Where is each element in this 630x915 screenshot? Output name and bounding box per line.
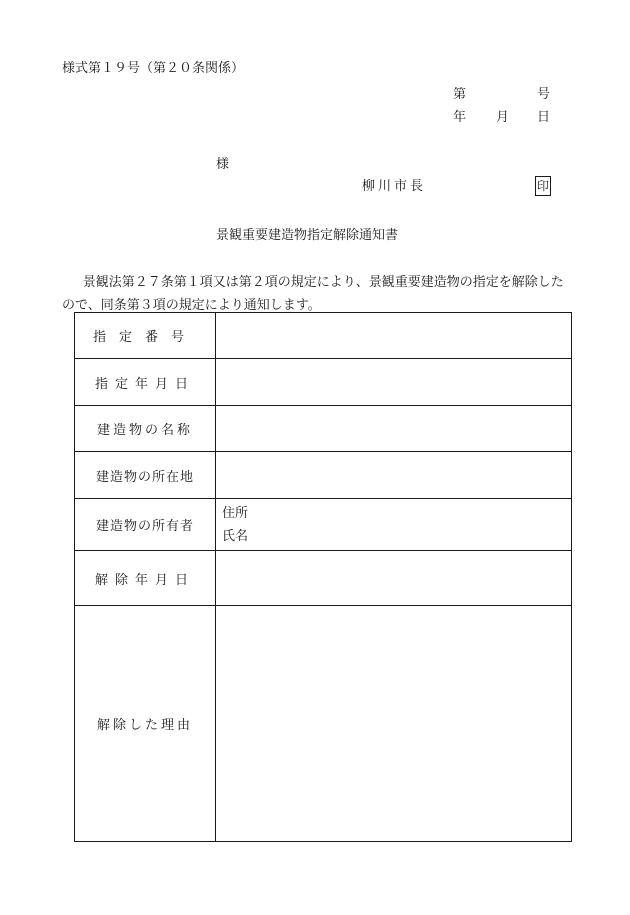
table-row-building-name <box>75 406 572 452</box>
label-cancellation-reason: 解除した理由 <box>96 718 193 733</box>
designation-number-field[interactable] <box>216 313 572 359</box>
cancellation-reason-field[interactable] <box>216 606 572 842</box>
issue-date-month: 月 <box>496 110 510 125</box>
building-location-field[interactable] <box>216 452 572 499</box>
table-row-designation-number <box>75 313 572 359</box>
issuer-name: 柳川市長 <box>362 179 427 194</box>
addressee-honorific: 様 <box>216 157 230 172</box>
issue-date-day: 日 <box>537 110 551 125</box>
document-title: 景観重要建造物指定解除通知書 <box>216 228 399 243</box>
building-owner-field[interactable] <box>216 499 572 551</box>
issue-date-year: 年 <box>453 110 467 125</box>
document-number-prefix: 第 <box>453 87 467 102</box>
label-designation-date: 指定年月日 <box>94 376 195 392</box>
form-number: 様式第１９号（第２０条関係） <box>62 61 245 76</box>
table-row-cancellation-reason <box>75 606 572 842</box>
table-label <box>75 551 216 606</box>
seal-stamp: 印 <box>535 176 551 196</box>
cancellation-date-field[interactable] <box>216 551 572 606</box>
building-name-field[interactable] <box>216 406 572 452</box>
owner-address-label: 住所 <box>222 505 249 521</box>
designation-date-field[interactable] <box>216 359 572 406</box>
label-cancellation-date: 解除年月日 <box>94 572 195 588</box>
table-label <box>75 606 216 842</box>
table-row-cancellation-date <box>75 551 572 606</box>
label-building-name: 建造物の名称 <box>96 423 193 438</box>
table-label <box>75 499 216 551</box>
table-label <box>75 406 216 452</box>
notice-body-text: 景観法第２７条第１項又は第２項の規定により、景観重要建造物の指定を解除したので、同条第３項の規定により通知します。 <box>62 275 564 313</box>
owner-name-label: 氏名 <box>222 528 249 544</box>
label-building-location: 建造物の所在地 <box>95 469 194 485</box>
table-label <box>75 359 216 406</box>
document-number-suffix: 号 <box>537 87 551 102</box>
label-designation-number: 指定番号 <box>92 330 197 345</box>
label-building-owner: 建造物の所有者 <box>95 519 194 534</box>
table-row-designation-date <box>75 359 572 406</box>
table-label <box>75 452 216 499</box>
table-label <box>75 313 216 359</box>
table-row-building-location <box>75 452 572 499</box>
notice-details-table <box>74 312 572 842</box>
table-row-building-owner <box>75 499 572 551</box>
